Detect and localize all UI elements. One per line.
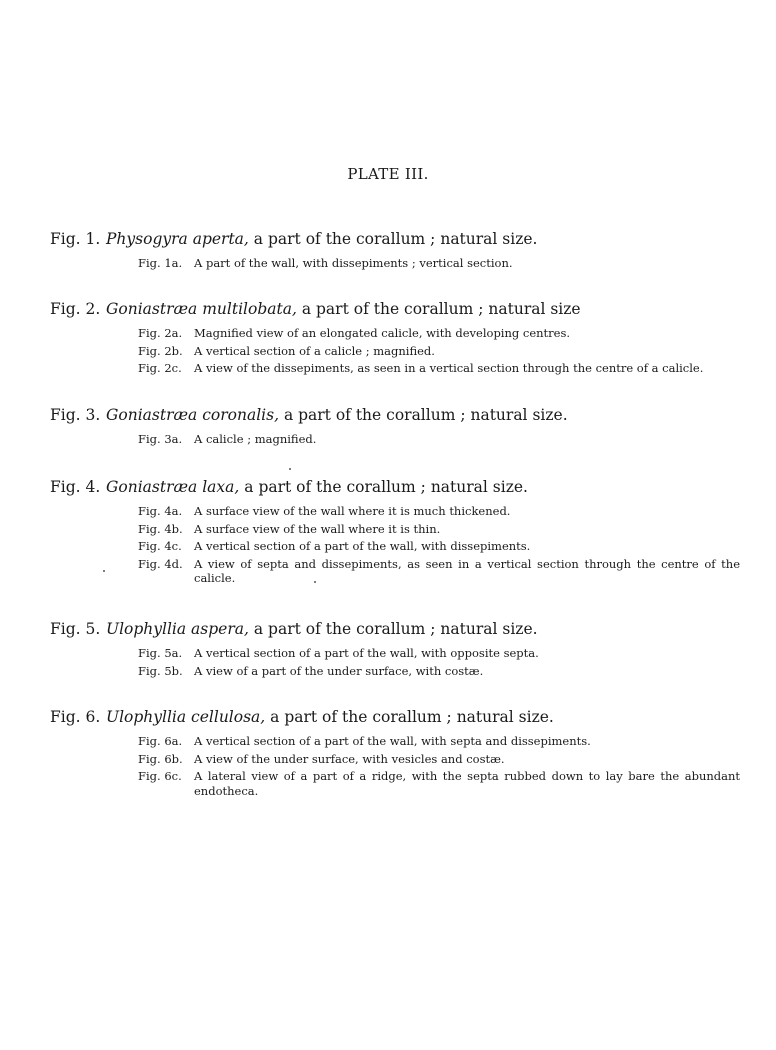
page-speck [289, 468, 291, 470]
figure-heading [50, 229, 740, 249]
subfigure-label: Fig. 4b. [138, 521, 183, 536]
subfigure-item [138, 539, 740, 554]
figure-description: a part of the corallum ; natural size. [253, 230, 538, 248]
figure-5-entry [50, 619, 740, 681]
figure-1-entry [50, 229, 740, 274]
subfigure-item [138, 504, 740, 519]
species-name: Ulophyllia aspera, [106, 620, 249, 638]
subfigure-label: Fig. 5b. [138, 663, 183, 678]
subfigure-list [50, 326, 740, 376]
subfigure-item [138, 326, 740, 341]
subfigure-list [50, 432, 740, 447]
figure-number: Fig. 5. [50, 620, 101, 638]
figure-description: a part of the corallum ; natural size. [270, 708, 554, 726]
figure-heading [50, 405, 740, 425]
subfigure-text: A view of the under surface, with vesicles and costæ. [194, 751, 505, 766]
figure-description: a part of the corallum ; natural size. [244, 478, 528, 496]
figure-heading [50, 707, 740, 727]
subfigure-item [138, 769, 740, 798]
species-name: Physogyra aperta, [106, 230, 249, 248]
subfigure-text: A surface view of the wall where it is thin. [194, 521, 441, 536]
subfigure-item [138, 344, 740, 359]
subfigure-item [138, 664, 740, 679]
figure-number: Fig. 6. [50, 708, 101, 726]
subfigure-label: Fig. 6a. [138, 734, 183, 748]
subfigure-item [138, 432, 740, 447]
subfigure-text: A vertical section of a part of the wall, with opposite septa. [194, 646, 539, 660]
subfigure-text: A view of the dissepiments, as seen in a vertical section through the centre of a calicle. [194, 361, 704, 375]
subfigure-item [138, 752, 740, 767]
figure-6-entry [50, 707, 740, 801]
subfigure-label: Fig. 4c. [138, 539, 182, 553]
subfigure-label: Fig. 2a. [138, 326, 183, 340]
figure-heading [50, 477, 740, 497]
figure-number: Fig. 3. [50, 406, 101, 424]
species-name: Ulophyllia cellulosa, [106, 708, 266, 726]
subfigure-text: A vertical section of a part of the wall, with dissepiments. [194, 539, 531, 553]
figure-description: a part of the corallum ; natural size [301, 300, 581, 318]
figure-number: Fig. 1. [50, 230, 101, 248]
figure-heading [50, 619, 740, 639]
subfigure-list [50, 646, 740, 678]
subfigure-label: Fig. 5a. [138, 646, 183, 660]
figure-heading [50, 299, 740, 319]
subfigure-item [138, 522, 740, 537]
figure-3-entry [50, 405, 740, 450]
subfigure-text: A view of a part of the under surface, with costæ. [194, 663, 484, 678]
subfigure-item [138, 557, 740, 586]
figure-number: Fig. 2. [50, 300, 101, 318]
species-name: Goniastræa coronalis, [106, 406, 279, 424]
species-name: Goniastræa laxa, [106, 478, 240, 496]
subfigure-list [50, 256, 740, 271]
subfigure-text: A surface view of the wall where it is much thickened. [194, 504, 511, 518]
subfigure-text: Magnified view of an elongated calicle, with developing centres. [194, 326, 571, 340]
page-speck [314, 581, 316, 583]
subfigure-label: Fig. 4d. [138, 556, 183, 571]
subfigure-item [138, 646, 740, 661]
subfigure-text: A view of septa and dissepiments, as seen in a vertical section through the centre of the calicle. [194, 556, 740, 585]
subfigure-text: A calicle ; magnified. [194, 432, 317, 446]
figure-2-entry [50, 299, 740, 379]
species-name: Goniastræa multilobata, [106, 300, 297, 318]
subfigure-list [50, 734, 740, 798]
figure-description: a part of the corallum ; natural size. [253, 620, 538, 638]
page-speck [103, 570, 105, 572]
subfigure-label: Fig. 1a. [138, 256, 183, 270]
figure-4-entry [50, 477, 740, 589]
subfigure-label: Fig. 6b. [138, 751, 183, 766]
subfigure-text: A vertical section of a calicle ; magnified. [194, 343, 435, 358]
subfigure-text: A part of the wall, with dissepiments ; vertical section. [194, 256, 513, 270]
figure-number: Fig. 4. [50, 478, 101, 496]
subfigure-label: Fig. 3a. [138, 432, 183, 446]
subfigure-item [138, 256, 740, 271]
subfigure-label: Fig. 6c. [138, 769, 182, 783]
subfigure-text: A lateral view of a part of a ridge, with the septa rubbed down to lay bare the abundant endotheca. [194, 769, 740, 798]
subfigure-list [50, 504, 740, 586]
subfigure-label: Fig. 2c. [138, 361, 182, 375]
page-title: PLATE III. [347, 165, 429, 183]
subfigure-text: A vertical section of a part of the wall, with septa and dissepiments. [194, 734, 591, 748]
subfigure-item [138, 734, 740, 749]
subfigure-item [138, 361, 740, 376]
subfigure-label: Fig. 2b. [138, 343, 183, 358]
subfigure-label: Fig. 4a. [138, 504, 183, 518]
figure-description: a part of the corallum ; natural size. [283, 406, 568, 424]
